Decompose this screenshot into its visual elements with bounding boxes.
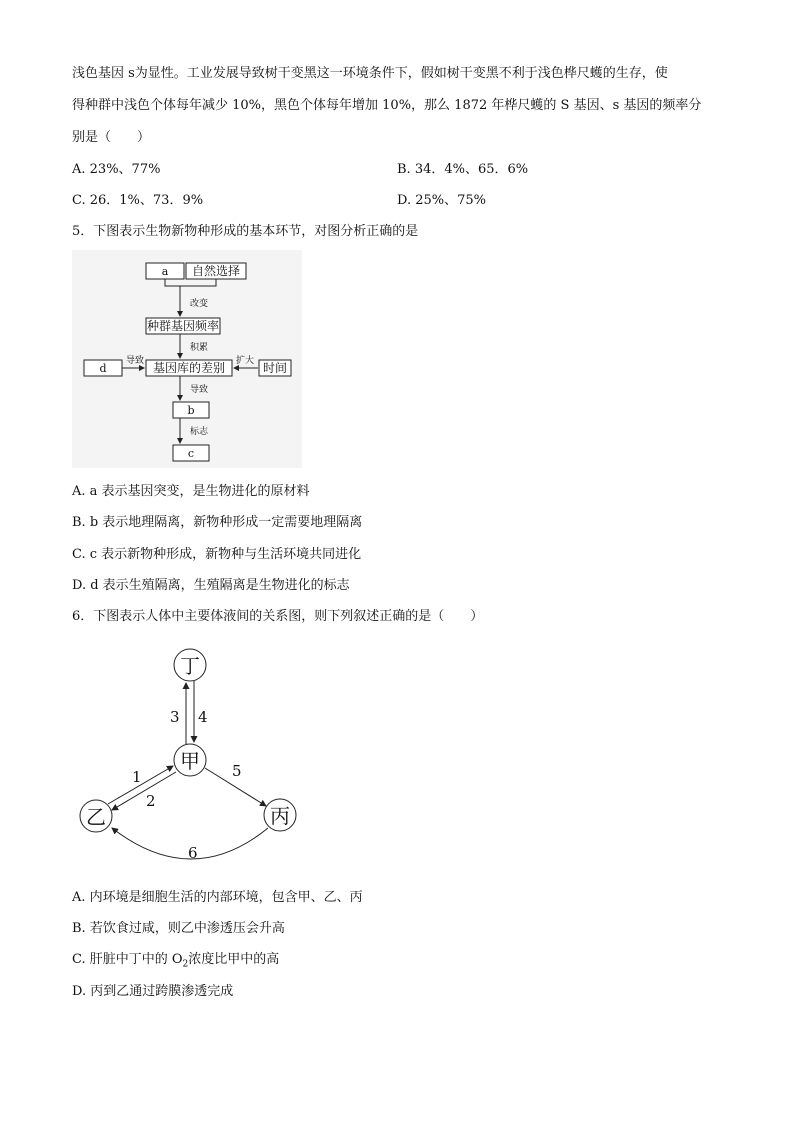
label-accumulate: 积累 [190,343,209,353]
node-bing-label: 丙 [270,804,290,828]
box-time-label: 时间 [262,361,288,375]
q6-option-c-prefix: C. 肝脏中丁中的 O [72,952,183,967]
label-cause-left: 导致 [126,356,145,366]
arrow-2 [112,772,176,810]
box-d-label: d [99,362,107,375]
arrow-4-label: 4 [198,708,208,726]
label-expand: 扩大 [236,356,255,366]
label-mark: 标志 [190,427,209,437]
box-natural-selection-label: 自然选择 [191,264,241,278]
q5-option-c: C. c 表示新物种形成，新物种与生活环境共同进化 [72,547,362,562]
label-change: 改变 [190,299,209,309]
q6-option-c [72,950,279,975]
arrow-6-label: 6 [188,844,198,862]
q6-option-c-suffix: 浓度比甲中的高 [188,952,280,967]
q6-option-a: A. 内环境是细胞生活的内部环境，包含甲、乙、丙 [72,890,363,905]
arrow-5-label: 5 [232,762,242,780]
box-c-label: c [187,447,195,460]
node-yi-label: 乙 [86,805,106,829]
box-gene-pool-difference-label: 基因库的差别 [152,361,226,375]
box-gene-frequency-label: 种群基因频率 [146,319,220,333]
q4-option-d: D. 25%、75% [397,193,487,208]
arrow-2-label: 2 [146,792,156,810]
q4-stem-line2: 得种群中浅色个体每年减少 10%，黑色个体每年增加 10%，那么 1872 年桦尺蠖的 S 基因、s 基因的频率分 [72,98,702,113]
body-fluid-relationship-diagram [72,640,312,870]
q6-stem: 6．下图表示人体中主要体液间的关系图，则下列叙述正确的是（ ） [72,609,484,624]
label-cause-down: 导致 [190,385,209,395]
q5-option-d: D. d 表示生殖隔离，生殖隔离是生物进化的标志 [72,578,350,593]
q4-option-a: A. 23%、77% [72,162,161,177]
node-jia-label: 甲 [180,749,200,773]
box-b-label: b [187,404,195,417]
q6-option-b: B. 若饮食过咸，则乙中渗透压会升高 [72,921,285,936]
q5-stem: 5．下图表示生物新物种形成的基本环节，对图分析正确的是 [72,224,419,239]
node-ding-label: 丁 [180,654,200,678]
q5-option-b: B. b 表示地理隔离，新物种形成一定需要地理隔离 [72,515,363,530]
arrow-3-label: 3 [170,708,180,726]
arrow-1-label: 1 [132,768,142,786]
box-a-label: a [161,265,169,278]
q5-option-a: A. a 表示基因突变，是生物进化的原材料 [72,484,310,499]
q4-option-c: C. 26．1%、73．9% [72,193,204,208]
q6-option-c-subscript: 2 [182,959,189,970]
q6-option-d: D. 丙到乙通过跨膜渗透完成 [72,984,234,999]
speciation-flow-diagram [72,250,302,468]
q4-option-b: B. 34．4%、65．6% [397,162,529,177]
q4-stem-line1: 浅色基因 s为显性。工业发展导致树干变黑这一环境条件下，假如树干变黑不利于浅色桦尺蠖的生存，使 [72,66,668,81]
q4-stem-line3: 别是（ ） [72,130,151,145]
